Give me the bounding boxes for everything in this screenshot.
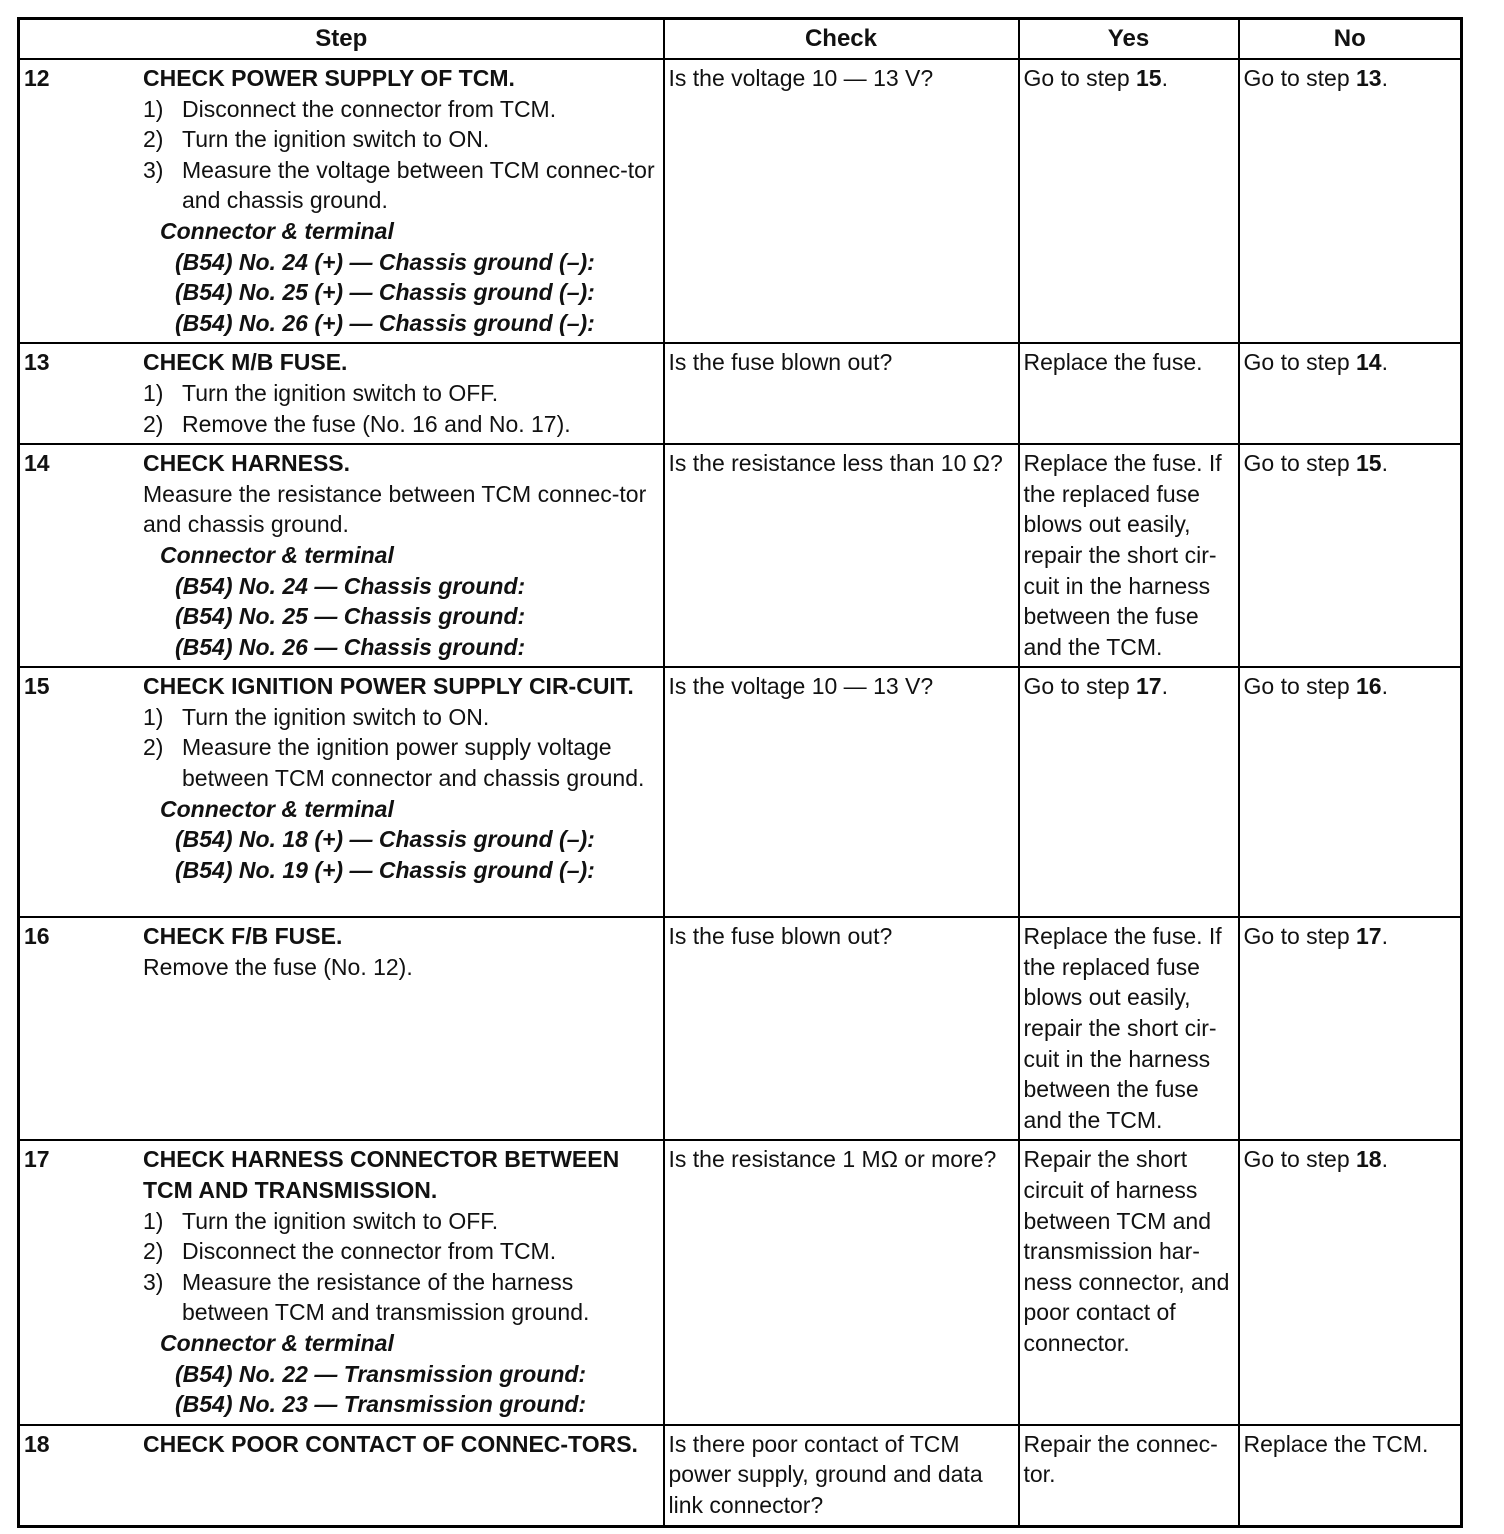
header-yes: Yes [1019,19,1239,60]
header-no: No [1239,19,1462,60]
step-cell [19,1425,664,1527]
header-step: Step [19,19,664,60]
no-step-ref: 14 [1356,349,1382,376]
yes-step-ref: 15 [1136,65,1162,91]
step-body [143,63,659,338]
step-instruction [143,1236,659,1267]
step-cell [19,343,664,444]
instruction-number: 2) [143,1238,164,1265]
no-cell: Go to step 13. [1239,59,1462,343]
no-cell: Go to step 17. [1239,917,1462,1140]
connector-spec: (B54) No. 25 (+) — Chassis ground (–): [175,279,595,306]
step-title: CHECK HARNESS. [143,450,351,477]
step-number: 17 [24,1146,50,1173]
step-content [20,60,663,342]
step-content [20,1426,663,1464]
yes-cell: Replace the fuse. If the replaced fuse blows out easily, repair the short cir-cuit in the harness between the fuse and the TCM. [1019,444,1239,667]
no-step-ref: 15 [1356,450,1382,477]
connector-spec: (B54) No. 23 — Transmission ground: [175,1391,587,1418]
step-cell [19,917,664,1140]
step-cell [19,59,664,343]
connector-terminal-label: Connector & terminal [160,217,394,244]
check-cell: Is the fuse blown out? [664,343,1019,444]
instruction-number: 1) [143,703,164,730]
connector-spec: (B54) No. 25 — Chassis ground: [175,603,526,630]
yes-cell: Repair the short circuit of harness between TCM and transmission har-ness connector, and poor contact of connector. [1019,1140,1239,1424]
table-row [19,444,1462,667]
connector-spec: (B54) No. 24 — Chassis ground: [175,572,526,599]
instruction-text: Turn the ignition switch to ON. [182,126,490,153]
step-text: Remove the fuse (No. 12). [143,953,413,980]
step-instruction [143,124,659,155]
step-content [20,918,663,986]
step-title: CHECK M/B FUSE. [143,349,348,376]
check-cell: Is the voltage 10 — 13 V? [664,59,1019,343]
instruction-text: Remove the fuse (No. 16 and No. 17). [182,410,571,437]
no-cell: Go to step 18. [1239,1140,1462,1424]
no-step-ref: 18 [1356,1146,1382,1173]
instruction-number: 3) [143,1268,164,1295]
step-number: 14 [24,450,50,477]
instruction-text: Turn the ignition switch to OFF. [182,1207,499,1234]
step-instruction [143,1267,659,1328]
table-body [19,59,1462,1527]
connector-spec: (B54) No. 22 — Transmission ground: [175,1360,587,1387]
instruction-text: Measure the ignition power supply voltage between TCM connector and chassis ground. [182,734,645,792]
check-cell: Is the voltage 10 — 13 V? [664,667,1019,917]
step-title: CHECK POWER SUPPLY OF TCM. [143,65,515,91]
step-title: CHECK F/B FUSE. [143,923,343,950]
step-number: 18 [24,1430,50,1457]
no-step-ref: 17 [1356,923,1382,950]
step-number: 16 [24,923,50,950]
instruction-number: 1) [143,95,164,122]
step-cell [19,667,664,917]
table-row [19,667,1462,917]
diagnostic-table [17,17,1463,1528]
no-step-ref: 13 [1356,65,1382,91]
table-row [19,1140,1462,1424]
check-cell: Is the resistance less than 10 Ω? [664,444,1019,667]
step-body [143,921,659,982]
no-cell: Go to step 15. [1239,444,1462,667]
table-row [19,59,1462,343]
step-instruction [143,409,659,440]
no-cell: Replace the TCM. [1239,1425,1462,1527]
instruction-text: Measure the resistance of the harness between TCM and transmission ground. [182,1268,590,1326]
step-body [143,1429,659,1460]
instruction-text: Measure the voltage between TCM connec-tor and chassis ground. [182,156,655,214]
table-row [19,1425,1462,1527]
step-title: CHECK IGNITION POWER SUPPLY CIR-CUIT. [143,673,634,700]
step-number: 13 [24,349,50,376]
instruction-text: Disconnect the connector from TCM. [182,95,557,122]
table-row [19,917,1462,1140]
step-number: 15 [24,673,50,700]
step-content [20,344,663,443]
connector-spec: (B54) No. 26 — Chassis ground: [175,633,526,660]
header-row [19,19,1462,60]
connector-spec: (B54) No. 18 (+) — Chassis ground (–): [175,826,595,853]
connector-spec: (B54) No. 19 (+) — Chassis ground (–): [175,856,595,883]
step-content [20,668,663,889]
yes-cell: Go to step 17. [1019,667,1239,917]
instruction-number: 1) [143,379,164,406]
connector-spec: (B54) No. 26 (+) — Chassis ground (–): [175,309,595,336]
instruction-number: 2) [143,410,164,437]
no-step-ref: 16 [1356,673,1382,700]
step-number: 12 [24,65,50,91]
step-title: CHECK POOR CONTACT OF CONNEC-TORS. [143,1430,638,1457]
instruction-number: 2) [143,734,164,761]
table-row [19,343,1462,444]
step-content [20,1141,663,1423]
step-content [20,445,663,666]
step-cell [19,444,664,667]
header-check: Check [664,19,1019,60]
step-cell [19,1140,664,1424]
step-instruction [143,94,659,125]
step-instruction [143,732,659,793]
no-cell: Go to step 16. [1239,667,1462,917]
step-title: CHECK HARNESS CONNECTOR BETWEEN TCM AND TRANSMISSION. [143,1146,620,1204]
step-body [143,448,659,662]
step-text: Measure the resistance between TCM connec-tor and chassis ground. [143,480,647,538]
step-instruction [143,1206,659,1237]
step-instruction [143,155,659,216]
connector-terminal-label: Connector & terminal [160,795,394,822]
instruction-text: Turn the ignition switch to ON. [182,703,490,730]
connector-terminal-label: Connector & terminal [160,1330,394,1356]
no-cell: Go to step 14. [1239,343,1462,444]
yes-cell: Repair the connec-tor. [1019,1425,1239,1527]
instruction-number: 1) [143,1207,164,1234]
check-cell: Is the resistance 1 MΩ or more? [664,1140,1019,1424]
step-body [143,347,659,439]
step-instruction [143,702,659,733]
instruction-text: Turn the ignition switch to OFF. [182,379,499,406]
step-instruction [143,378,659,409]
check-cell: Is there poor contact of TCM power supply, ground and data link connector? [664,1425,1019,1527]
yes-cell: Replace the fuse. If the replaced fuse blows out easily, repair the short cir-cuit in the harness between the fuse and the TCM. [1019,917,1239,1140]
check-cell: Is the fuse blown out? [664,917,1019,1140]
instruction-number: 2) [143,126,164,153]
connector-terminal-label: Connector & terminal [160,541,394,568]
connector-spec: (B54) No. 24 (+) — Chassis ground (–): [175,248,595,275]
yes-cell: Go to step 15. [1019,59,1239,343]
yes-cell: Replace the fuse. [1019,343,1239,444]
instruction-text: Disconnect the connector from TCM. [182,1238,557,1265]
yes-step-ref: 17 [1136,673,1162,700]
step-body [143,671,659,885]
instruction-number: 3) [143,156,164,183]
step-body [143,1144,659,1419]
